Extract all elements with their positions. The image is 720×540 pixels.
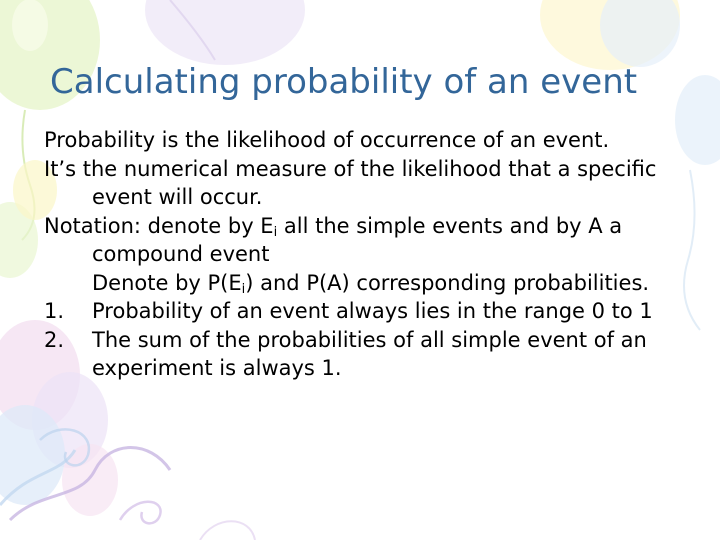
slide-title: Calculating probability of an event xyxy=(50,62,638,102)
subscript-i: i xyxy=(241,281,246,297)
slide-body xyxy=(44,126,684,383)
list-number: 1. xyxy=(44,299,65,323)
notation-text-start: Notation: denote by E xyxy=(44,213,274,238)
probabilities-notation-paragraph xyxy=(44,269,684,298)
probabilities-text-start: Denote by P(E xyxy=(92,270,242,295)
list-item xyxy=(44,297,684,326)
subscript-i: i xyxy=(273,224,278,240)
numerical-measure-paragraph: It’s the numerical measure of the likelihood that a specific event will occur. xyxy=(44,156,657,209)
list-item-text: Probability of an event always lies in the range 0 to 1 xyxy=(92,299,653,323)
probabilities-text-end: ) and P(A) corresponding probabilities. xyxy=(245,270,650,295)
list-item xyxy=(44,326,684,383)
list-item-text: The sum of the probabilities of all simple event of an experiment is always 1. xyxy=(92,327,647,380)
definition-paragraph: Probability is the likelihood of occurrence of an event. xyxy=(44,128,610,152)
notation-paragraph xyxy=(44,212,684,269)
notation-text-end: all the simple events and by A a compound event xyxy=(92,213,623,266)
list-number: 2. xyxy=(44,327,65,352)
